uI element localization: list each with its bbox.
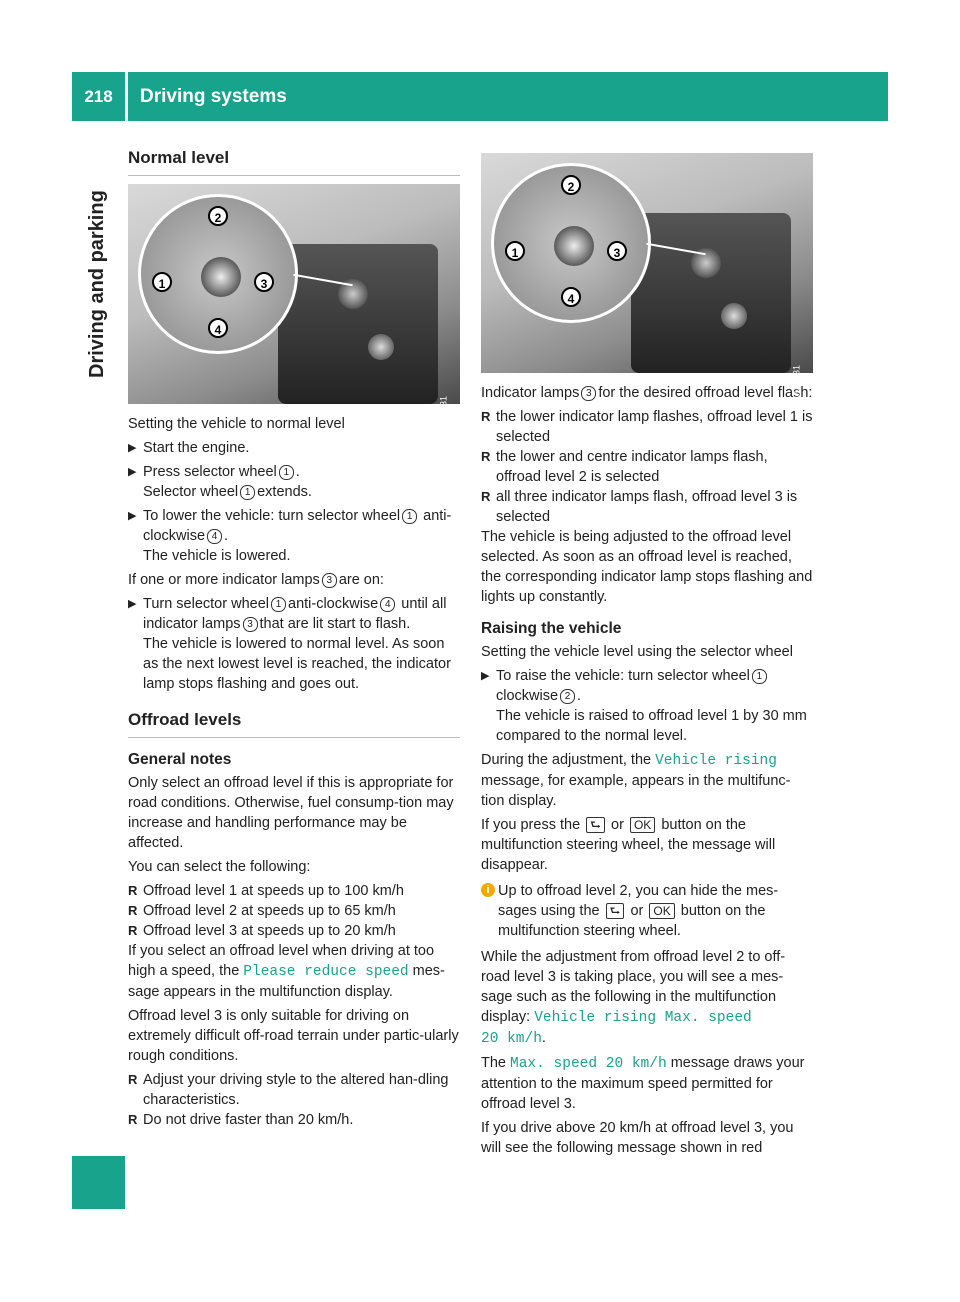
paragraph: The vehicle is being adjusted to the offroad level selected. As soon as an offroad level is reached, the corresponding indicator lamp stops flashing and lights up constantly. (481, 529, 813, 605)
center-console (631, 213, 791, 373)
callout-2: 2 (561, 175, 581, 195)
display-message: Vehicle rising Max. speed (534, 1010, 752, 1026)
paragraph: If you drive above 20 km/h at offroad level 3, you will see the following message shown in red (481, 1120, 794, 1156)
center-console (278, 244, 438, 404)
ref-4: 4 (380, 597, 395, 612)
callout-3: 3 (254, 272, 274, 292)
page-number: 218 (84, 86, 113, 106)
ref-4: 4 (207, 529, 222, 544)
chapter-marker (72, 1156, 125, 1209)
heading-offroad-levels: Offroad levels (128, 710, 460, 738)
paragraph: You can select the following: (128, 859, 311, 875)
image-code: P54.26-0051-31 (792, 365, 802, 430)
list-item: R Adjust your driving style to the altered han-dling characteristics. (128, 1070, 460, 1110)
paragraph: If you press the ⮑ or OK button on the multifunction steering wheel, the message will disappear. (481, 817, 776, 873)
info-note: i Up to offroad level 2, you can hide the mes-sages using the ⮑ or OK button on the multifunction steering wheel. (481, 881, 813, 941)
heading-general-notes: General notes (128, 751, 232, 768)
display-message: Please reduce speed (243, 964, 409, 980)
list-item: R the lower indicator lamp flashes, offroad level 1 is selected (481, 407, 813, 447)
callout-3: 3 (607, 241, 627, 261)
paragraph: Indicator lamps 3 for the desired offroad level flash: (481, 385, 813, 401)
paragraph: During the adjustment, the Vehicle rising message, for example, appears in the multifunc-tion display. (481, 752, 791, 809)
ok-key-icon: OK (630, 817, 655, 833)
controller-knob (368, 334, 394, 360)
step: ▶ To raise the vehicle: turn selector wheel 1 clockwise 2 . The vehicle is raised to offroad level 1 by 30 mm compared to the normal level. (481, 666, 813, 746)
step: ▶ Press selector wheel 1 . Selector wheel 1 extends. (128, 462, 460, 502)
display-message: Max. speed 20 km/h (510, 1056, 667, 1072)
paragraph: Offroad level 3 is only suitable for driving on extremely difficult off-road terrain under partic-ularly rough conditions. (128, 1008, 459, 1064)
ref-1: 1 (402, 509, 417, 524)
section-title: Driving systems (140, 85, 287, 107)
display-message: 20 km/h (481, 1031, 542, 1047)
controller-knob (721, 303, 747, 329)
heading-normal-level: Normal level (128, 148, 460, 176)
step: ▶ Turn selector wheel 1 anti-clockwise 4 until all indicator lamps 3 that are lit start to flash. The vehicle is lowered to normal level. As soon as the next lowest level is reached, the indicator lamp stops flashing and goes out. (128, 594, 460, 694)
ref-1: 1 (752, 669, 767, 684)
info-icon: i (481, 883, 495, 897)
callout-4: 4 (561, 287, 581, 307)
heading-raising-vehicle: Raising the vehicle (481, 620, 622, 637)
ref-1: 1 (279, 465, 294, 480)
step: ▶ Start the engine. (128, 438, 460, 458)
paragraph: Setting the vehicle level using the selector wheel (481, 644, 793, 660)
back-arrow-icon: ⮑ (586, 817, 605, 833)
back-arrow-icon: ⮑ (606, 903, 625, 919)
paragraph: If you select an offroad level when driving at too high a speed, the Please reduce speed mes-sage appears in the multifunction display. (128, 943, 445, 1000)
intro-text: Setting the vehicle to normal level (128, 416, 345, 432)
paragraph: If one or more indicator lamps 3 are on: (128, 572, 384, 588)
wheel-detail (201, 257, 241, 297)
image-code: P54.26-0051-31 (439, 396, 449, 461)
ref-3: 3 (243, 617, 258, 632)
header-divider (125, 72, 128, 121)
list-item: R the lower and centre indicator lamps flash, offroad level 2 is selected (481, 447, 813, 487)
paragraph: Only select an offroad level if this is appropriate for road conditions. Otherwise, fuel consump-tion may increase and handling performance may be affected. (128, 775, 454, 851)
paragraph: The Max. speed 20 km/h message draws your attention to the maximum speed permitted for offroad level 3. (481, 1055, 805, 1112)
step: ▶ To lower the vehicle: turn selector wheel 1 anti-clockwise 4 . The vehicle is lowered. (128, 506, 460, 566)
ok-key-icon: OK (649, 903, 674, 919)
ref-1: 1 (271, 597, 286, 612)
list-item: R Offroad level 1 at speeds up to 100 km/h (128, 881, 460, 901)
chapter-label: Driving and parking (86, 190, 108, 378)
list-item: R Do not drive faster than 20 km/h. (128, 1110, 460, 1130)
list-item: R all three indicator lamps flash, offroad level 3 is selected (481, 487, 813, 527)
paragraph: While the adjustment from offroad level 2 to off-road level 3 is taking place, you will see a mes-sage such as the following in the multifunction display: Vehicle rising Max. speed 20 km/h. (481, 949, 786, 1047)
list-item: R Offroad level 3 at speeds up to 20 km/h (128, 921, 460, 941)
left-column (128, 148, 460, 1130)
wheel-detail (554, 226, 594, 266)
callout-1: 1 (152, 272, 172, 292)
right-column (481, 153, 813, 1162)
callout-2: 2 (208, 206, 228, 226)
ref-2: 2 (560, 689, 575, 704)
ref-3: 3 (322, 573, 337, 588)
ref-1: 1 (240, 485, 255, 500)
callout-4: 4 (208, 318, 228, 338)
callout-1: 1 (505, 241, 525, 261)
list-item: R Offroad level 2 at speeds up to 65 km/h (128, 901, 460, 921)
ref-3: 3 (581, 386, 596, 401)
display-message: Vehicle rising (655, 753, 777, 769)
